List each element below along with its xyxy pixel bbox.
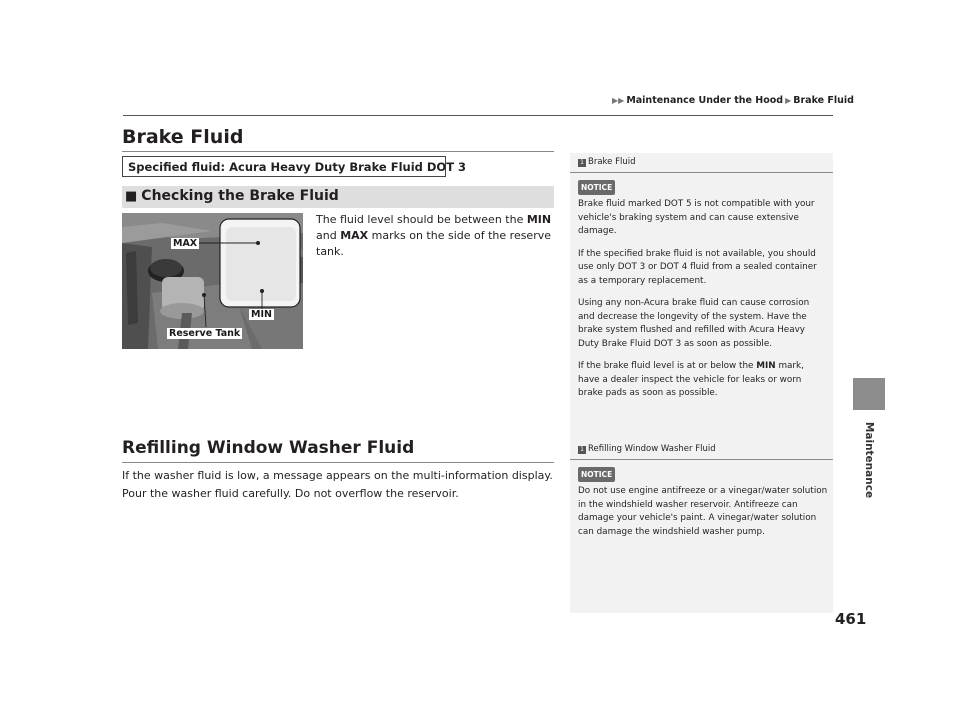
note-ref-icon: 1 — [578, 159, 586, 167]
title-rule — [122, 462, 554, 463]
breadcrumb-item-brake-fluid[interactable]: Brake Fluid — [793, 95, 854, 106]
page-number: 461 — [835, 610, 867, 628]
chapter-tab-marker — [853, 378, 885, 410]
title-rule — [122, 151, 554, 152]
note-heading — [578, 156, 828, 170]
note-rule — [570, 172, 833, 173]
note-paragraph — [578, 360, 828, 401]
min-callout: MIN — [251, 309, 272, 320]
note-heading-text: Brake Fluid — [588, 157, 636, 167]
washer-line: If the washer fluid is low, a message appears on the multi-information display. — [122, 469, 553, 482]
max-term: MAX — [340, 229, 369, 242]
body-text-part: marks on the side of the reserve tank. — [316, 229, 552, 258]
section-title-washer-fluid: Refilling Window Washer Fluid — [122, 438, 415, 458]
reserve-tank-callout: Reserve Tank — [169, 328, 241, 339]
washer-paragraph — [122, 467, 562, 503]
note-brake-fluid — [578, 156, 828, 410]
note-text-part: mark, have a dealer inspect the vehicle for leaks or worn brake pads as soon as possible. — [578, 361, 804, 398]
spec-box: Specified fluid: Acura Heavy Duty Brake Fluid DOT 3 — [122, 156, 446, 177]
section-title-brake-fluid: Brake Fluid — [122, 126, 244, 148]
min-term: MIN — [756, 361, 776, 371]
note-heading — [578, 443, 828, 457]
note-paragraph: Do not use engine antifreeze or a vinegar/water solution in the windshield washer reservoir. Antifreeze can damage your vehicle's paint. A vinegar/water solution can damage the windshield washer pump. — [578, 486, 828, 537]
body-text-part: The fluid level should be between the — [316, 213, 527, 226]
body-text-part: and — [316, 229, 341, 242]
subsection-title: Checking the Brake Fluid — [141, 188, 339, 204]
breadcrumb-item-maintenance[interactable]: Maintenance Under the Hood — [626, 95, 784, 106]
note-paragraph: Using any non-Acura brake fluid can cause corrosion and decrease the longevity of the system. Have the brake system flushed and refilled with Acura Heavy Duty Brake Fluid DOT 3 as soon as possible. — [578, 298, 810, 349]
note-text-part: If the brake fluid level is at or below the — [578, 361, 757, 371]
notes-column — [570, 153, 833, 613]
header-rule — [123, 115, 833, 116]
chapter-tab-label[interactable]: Maintenance — [863, 421, 875, 499]
min-term: MIN — [526, 213, 552, 226]
max-callout: MAX — [173, 238, 198, 249]
subsection-header — [122, 186, 554, 208]
note-paragraph: If the specified brake fluid is not available, you should use only DOT 3 or DOT 4 fluid from a sealed container as a temporary replacement. — [578, 248, 817, 286]
notice-badge: NOTICE — [578, 467, 615, 483]
breadcrumb — [610, 95, 854, 106]
chevron-right-icon: ▶ — [785, 96, 792, 105]
note-ref-icon: 1 — [578, 446, 586, 454]
square-bullet-icon: ■ — [125, 189, 138, 204]
note-washer-fluid — [578, 443, 828, 548]
note-rule — [570, 459, 833, 460]
note-heading-text: Refilling Window Washer Fluid — [588, 444, 716, 454]
chevron-right-icon: ▶▶ — [612, 96, 625, 105]
washer-line: Pour the washer fluid carefully. Do not overflow the reservoir. — [122, 487, 459, 500]
note-paragraph: Brake fluid marked DOT 5 is not compatible with your vehicle's braking system and can cause extensive damage. — [578, 199, 815, 236]
notice-badge: NOTICE — [578, 180, 615, 196]
body-text — [316, 212, 556, 260]
